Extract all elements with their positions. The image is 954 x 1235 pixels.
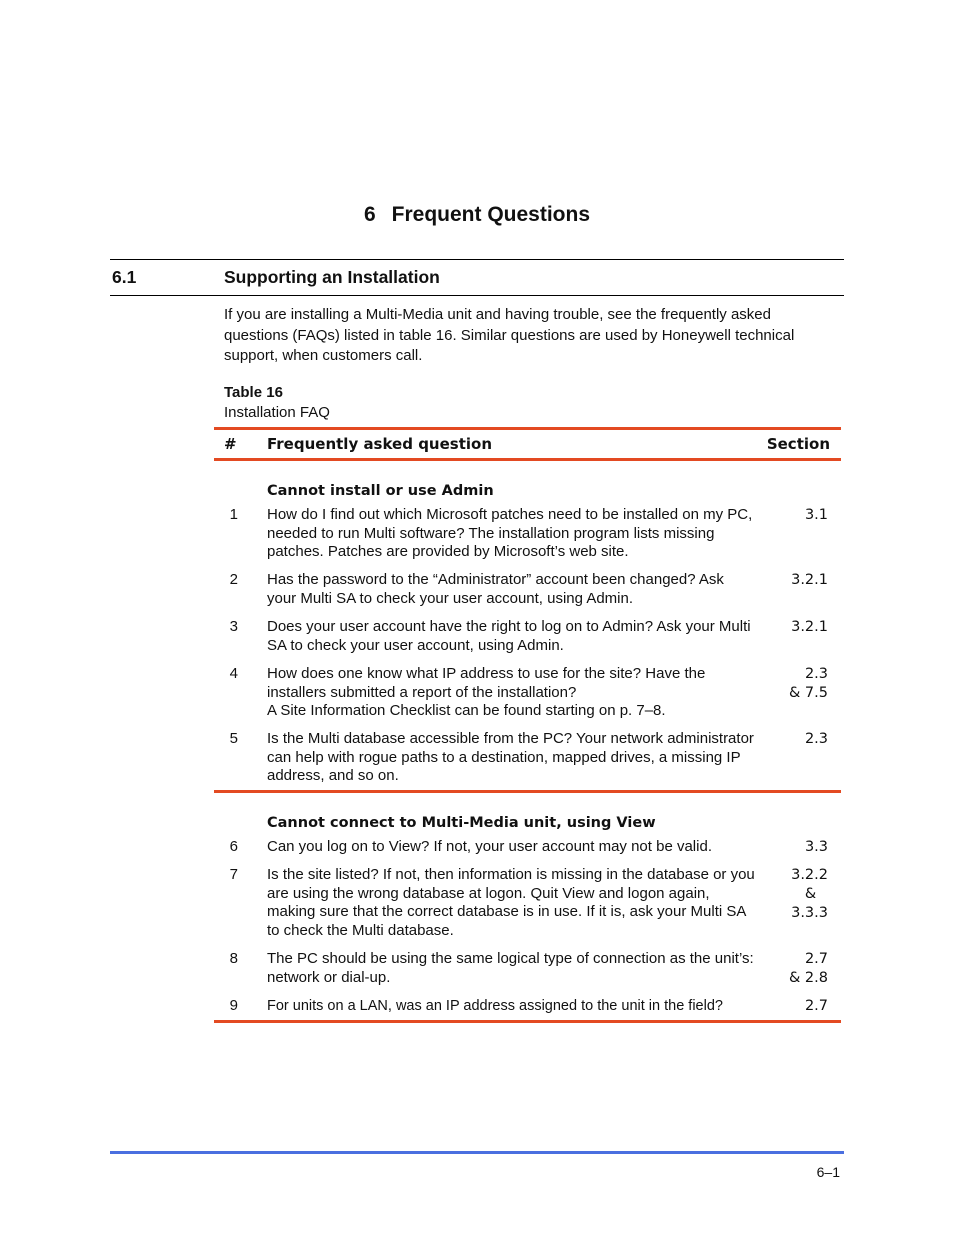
row-question-text: How does one know what IP address to use for the site? Have the installers submitted a report of the installation? <box>267 665 706 701</box>
section-number: 6.1 <box>112 267 137 287</box>
chapter-number: 6 <box>363 203 376 226</box>
row-section: 2.7 <box>804 998 828 1014</box>
row-number: 9 <box>229 997 238 1014</box>
row-number: 8 <box>229 950 238 967</box>
row-section: 3.2.1 <box>791 619 828 635</box>
row-question: How do I find out which Microsoft patches need to be installed on my PC, needed to run Multi software? The installation program lists missing patches. Patches are provided by Microsoft’s web site. <box>267 506 753 561</box>
row-question: Can you log on to View? If not, your user account may not be valid. <box>267 838 712 855</box>
group-title: Cannot connect to Multi-Media unit, using View <box>267 815 656 831</box>
row-number: 6 <box>229 838 238 855</box>
chapter-title <box>0 203 954 227</box>
header-num: # <box>224 435 237 453</box>
row-number: 4 <box>229 665 238 682</box>
footer-rule <box>110 1151 844 1154</box>
intro-paragraph: If you are installing a Multi-Media unit and having trouble, see the frequently asked questions (FAQs) listed in table 16. Similar questions are used by Honeywell technical support, when customers call. <box>224 306 795 364</box>
row-question: Does your user account have the right to log on to Admin? Ask your Multi SA to check your user account, using Admin. <box>267 618 751 654</box>
row-question: For units on a LAN, was an IP address assigned to the unit in the field? <box>267 998 723 1014</box>
group-title: Cannot install or use Admin <box>267 483 494 499</box>
row-question <box>267 665 757 721</box>
table-top-rule <box>214 427 841 430</box>
row-number: 2 <box>229 571 238 588</box>
section-title: Supporting an Installation <box>224 267 440 287</box>
row-section: 3.2.1 <box>791 572 828 588</box>
row-number: 5 <box>229 730 238 747</box>
row-number: 1 <box>229 506 238 523</box>
table-caption: Table 16 <box>224 384 283 401</box>
page-number: 6–1 <box>816 1164 840 1180</box>
table-bottom-rule <box>214 1020 841 1023</box>
section-top-rule <box>110 259 844 260</box>
row-question: Is the Multi database accessible from the PC? Your network administrator can help with rogue paths to a destination, mapped drives, a missing IP address, and so on. <box>267 730 754 785</box>
row-section: 3.3 <box>804 839 828 855</box>
row-question: The PC should be using the same logical type of connection as the unit’s: network or dial-up. <box>267 950 754 986</box>
group-divider-rule <box>214 790 841 793</box>
row-number: 7 <box>229 866 238 883</box>
row-section: 3.1 <box>804 507 828 523</box>
section-bottom-rule <box>110 295 844 296</box>
header-question: Frequently asked question <box>267 435 493 453</box>
row-question: Has the password to the “Administrator” account been changed? Ask your Multi SA to check your user account, using Admin. <box>267 571 724 607</box>
row-section: 2.7 & 2.8 <box>789 951 828 986</box>
header-section: Section <box>766 435 830 453</box>
row-section: 2.3 <box>804 731 828 747</box>
chapter-title-text: Frequent Questions <box>391 203 591 226</box>
row-section: 2.3 & 7.5 <box>789 666 828 701</box>
row-question: Is the site listed? If not, then information is missing in the database or you are using the wrong database at logon. Quit View and logon again, making sure that the correct database is in use. If it is, ask your Multi SA to check the Multi database. <box>267 866 755 939</box>
table-name: Installation FAQ <box>224 404 330 421</box>
row-number: 3 <box>229 618 238 635</box>
header-bottom-rule <box>214 458 841 461</box>
row-section: 3.2.2 & 3.3.3 <box>791 867 828 921</box>
row-question-note: A Site Information Checklist can be found starting on p. 7–8. <box>267 702 666 720</box>
